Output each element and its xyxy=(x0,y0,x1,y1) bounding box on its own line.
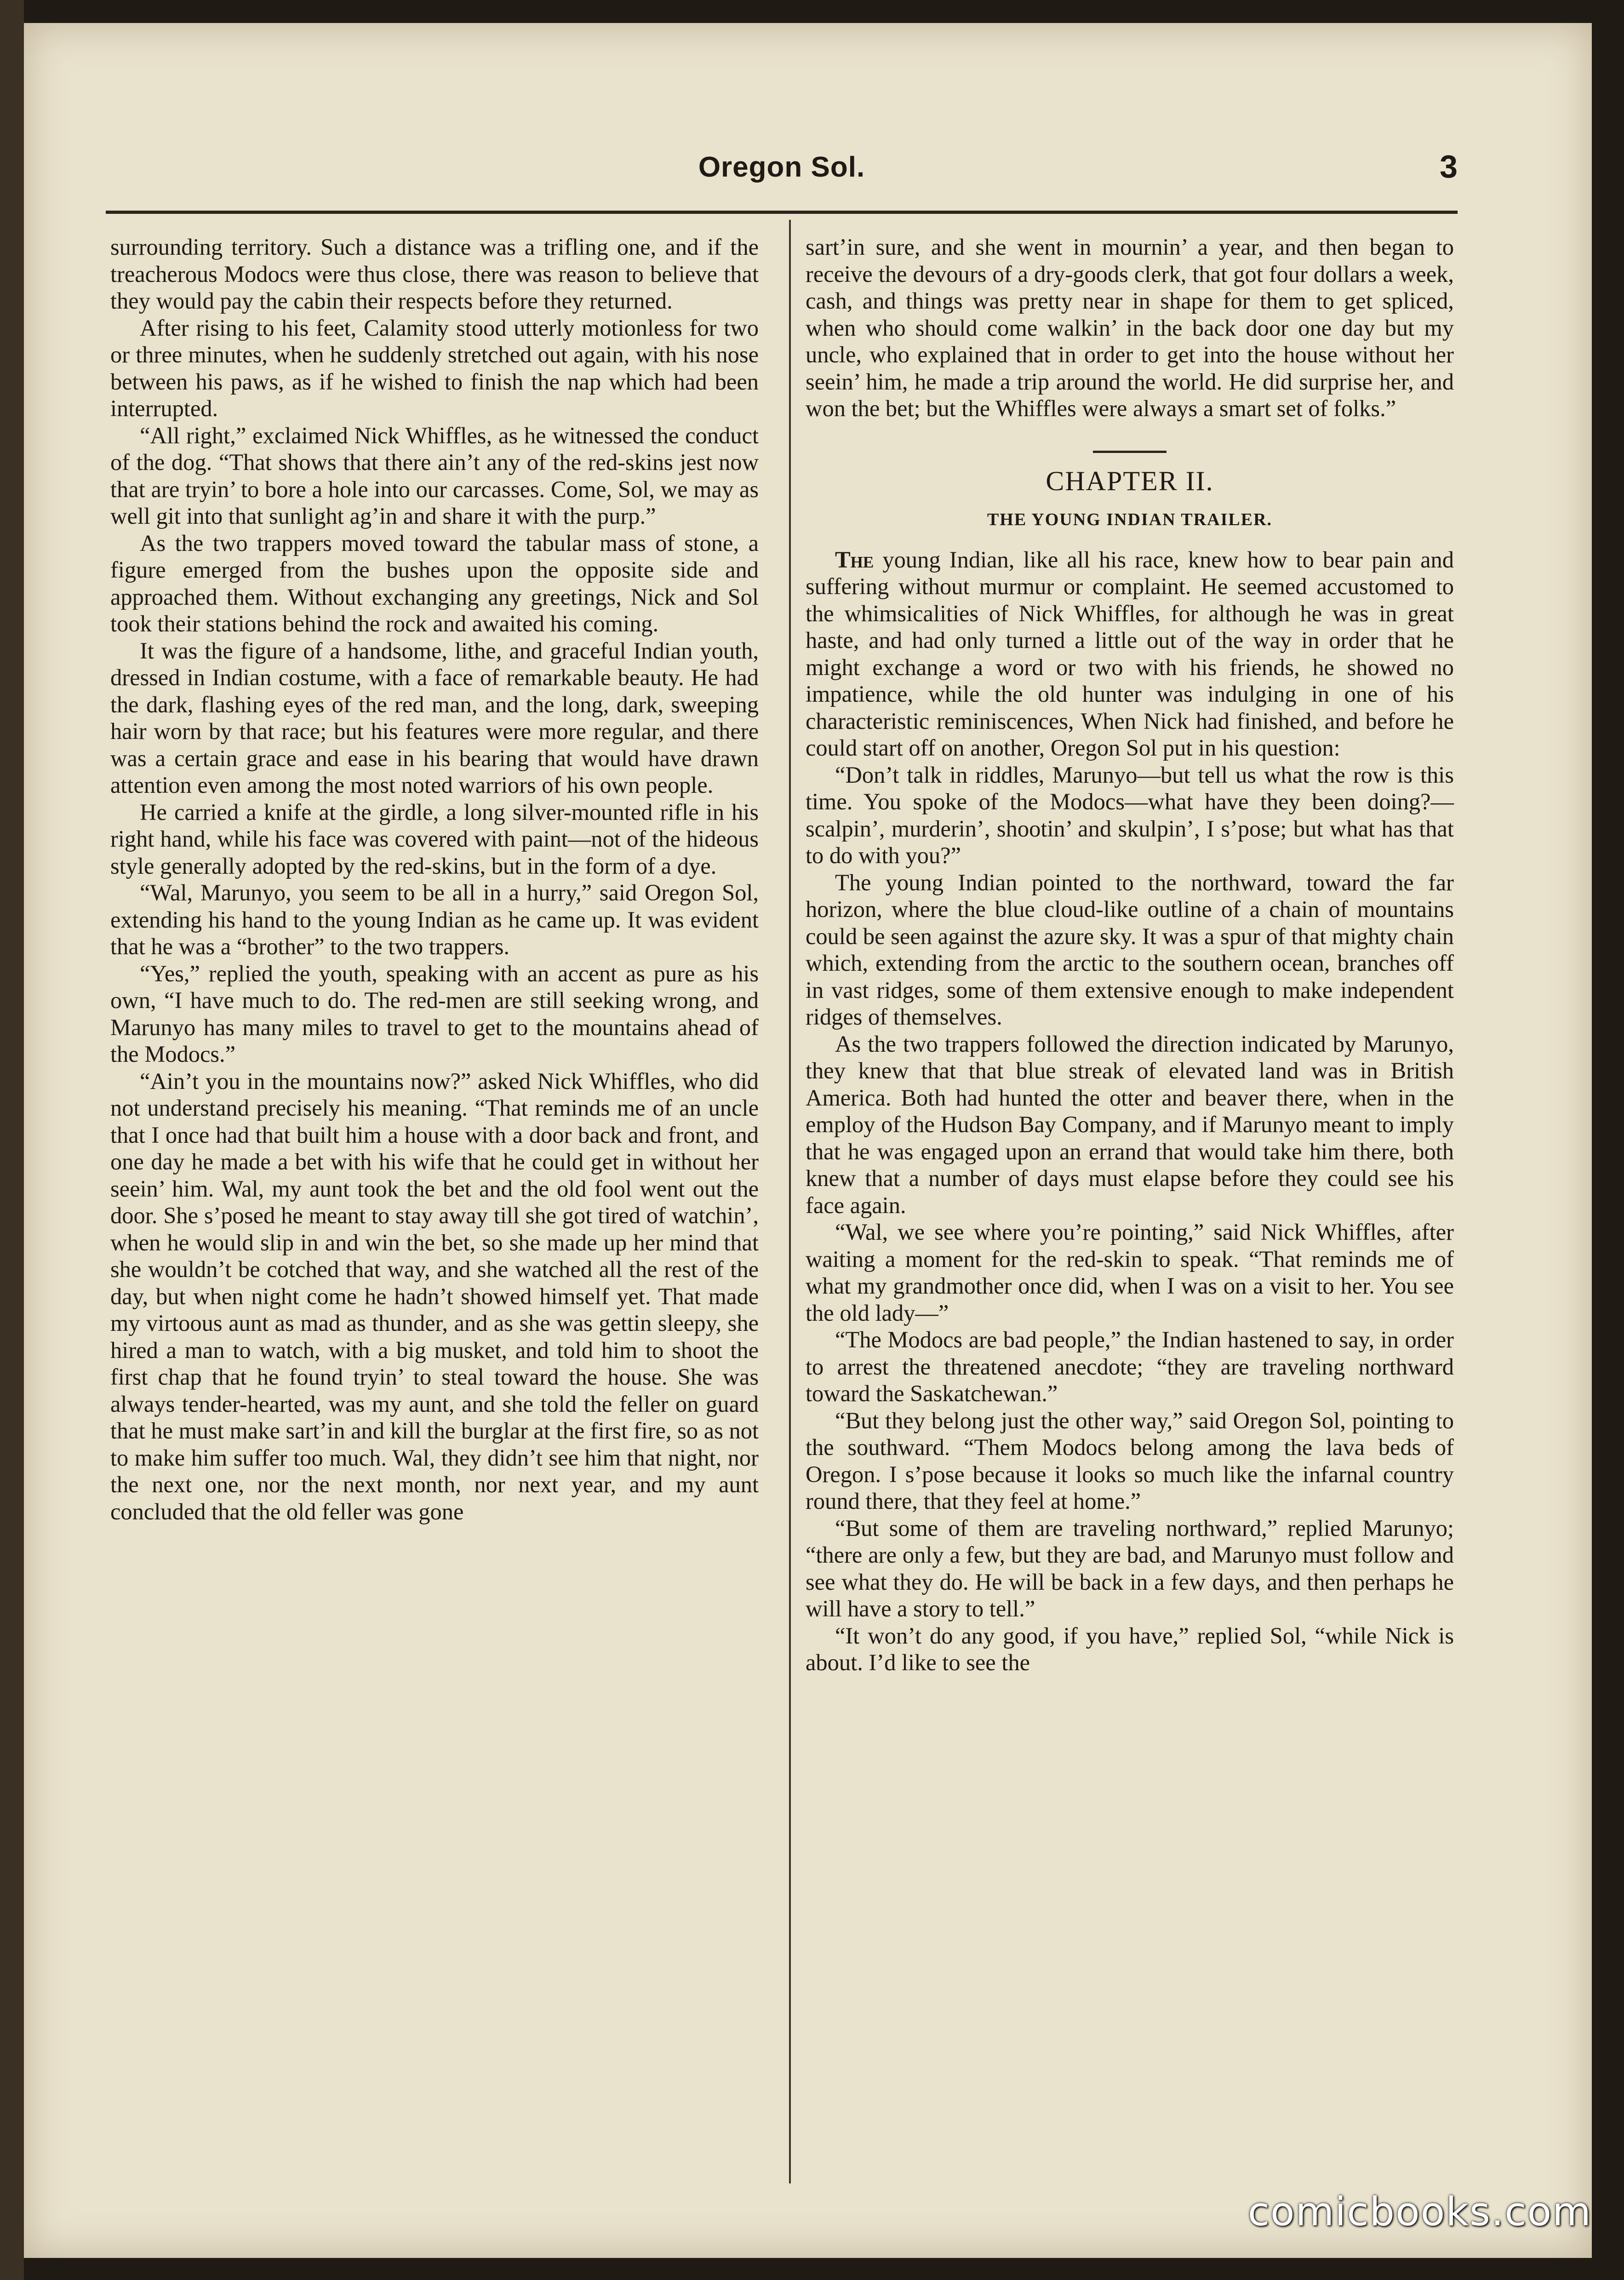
paragraph: As the two trappers followed the direction indicated by Marunyo, they knew that that blue streak of elevated land was in British America. Both had hunted the otter and beaver there, when in the employ of the Hudson Bay Company, and if Marunyo meant to imply that he was engaged upon an errand that would take him there, both knew that a number of days must elapse before they could see his face again. xyxy=(806,1031,1454,1218)
paragraph: “Don’t talk in riddles, Marunyo—but tell us what the row is this time. You spoke of the Modocs—what have they been doing?—scalpin’, murderin’, shootin’ and skulpin’, I s’pose; but what has that to do with you?” xyxy=(806,762,1454,868)
chapter-title: CHAPTER II. xyxy=(1046,465,1214,496)
page-binding-edge xyxy=(0,0,24,2280)
right-column xyxy=(806,234,1454,1676)
paragraph: “Ain’t you in the mountains now?” asked Nick Whiffles, who did not understand precisely his meaning. “That reminds me of an uncle that I once had that built him a house with a door back and front, and one day he made a bet with his wife that he could get in without her seein’ him. Wal, my aunt took the bet and the old fool went out the door. She s’posed he meant to stay away till she got tired of watchin’, when he would slip in and win the bet, so she made up her mind that she wouldn’t be cotched that way, and she watched all the rest of the day, but when night come he hadn’t showed himself yet. That made my virtoous aunt as mad as thunder, and as she was gettin sleepy, she hired a man to watch, with a big musket, and told him to shoot the first chap that he found tryin’ to steal toward the house. She was always tender-hearted, was my aunt, and she told the feller on guard that he must make sart’in and kill the burglar at the first fire, so as not to make him suffer too much. Wal, they didn’t see him that night, nor the next one, nor the next month, nor next year, and my aunt concluded that the old feller was gone xyxy=(110,1068,759,1524)
column-divider xyxy=(789,220,791,2183)
paragraph: “Wal, we see where you’re pointing,” said Nick Whiffles, after waiting a moment for the red-skin to speak. “That reminds me of what my grandmother once did, when I was on a visit to her. You see the old lady—” xyxy=(806,1219,1454,1326)
page-number: 3 xyxy=(1440,149,1458,184)
paragraph: As the two trappers moved toward the tabular mass of stone, a figure emerged from the bushes upon the opposite side and approached them. Without exchanging any greetings, Nick and Sol took their stations behind the rock and awaited his coming. xyxy=(110,530,759,636)
paragraph: “But some of them are traveling northward,” replied Marunyo; “there are only a few, but they are bad, and Marunyo must follow and see what they do. He will be back in a few days, and then perhaps he will have a story to tell.” xyxy=(806,1515,1454,1621)
paragraph: It was the figure of a handsome, lithe, and graceful Indian youth, dressed in Indian costume, with a face of remarkable beauty. He had the dark, flashing eyes of the red man, and the long, dark, sweeping hair worn by that race; but his features were more regular, and there was a certain grace and ease in his bearing that would have drawn attention even among the most noted warriors of his own people. xyxy=(110,637,759,798)
watermark: comicbooks.com xyxy=(1247,2189,1592,2235)
left-column xyxy=(110,234,759,1525)
header-rule xyxy=(106,211,1458,214)
paragraph: “All right,” exclaimed Nick Whiffles, as he witnessed the conduct of the dog. “That shows that there ain’t any of the red-skins jest now that are tryin’ to bore a hole into our carcasses. Come, Sol, we may as well git into that sunlight ag’in and share it with the purp.” xyxy=(110,422,759,529)
paragraph: “The Modocs are bad people,” the Indian hastened to say, in order to arrest the threatened anecdote; “they are traveling northward toward the Saskatchewan.” xyxy=(806,1327,1454,1406)
paragraph: He carried a knife at the girdle, a long silver-mounted rifle in his right hand, while his face was covered with paint—not of the hideous style generally adopted by the red-skins, but in the form of a dye. xyxy=(110,799,759,879)
paragraph: The young Indian pointed to the northward, toward the far horizon, where the blue cloud-like outline of a chain of mountains could be seen against the azure sky. It was a spur of that mighty chain which, extending from the arctic to the southern ocean, branches off in vast ridges, some of them extensive enough to make independent ridges of themselves. xyxy=(806,869,1454,1030)
paragraph: surrounding territory. Such a distance was a trifling one, and if the treacherous Modocs were thus close, there was reason to believe that they would pay the cabin their respects before they returned. xyxy=(110,234,759,314)
page-header xyxy=(106,146,1458,197)
opening-word: The xyxy=(835,546,874,573)
chapter-rule xyxy=(1093,451,1167,453)
paragraph: After rising to his feet, Calamity stood utterly motionless for two or three minutes, when he suddenly stretched out again, with his nose between his paws, as if he wished to finish the nap which had been interrupted. xyxy=(110,315,759,421)
paragraph: sart’in sure, and she went in mournin’ a year, and then began to receive the devours of a dry-goods clerk, that got four dollars a week, cash, and things was pretty near in shape for them to get spliced, when who should come walkin’ in the back door one day but my uncle, who explained that in order to get into the house without her seein’ him, he made a trip around the world. He did surprise her, and won the bet; but the Whiffles were always a smart set of folks.” xyxy=(806,234,1454,421)
paragraph: “It won’t do any good, if you have,” replied Sol, “while Nick is about. I’d like to see the xyxy=(806,1622,1454,1675)
opening-paragraph-text: young Indian, like all his race, knew how to bear pain and suffering without murmur or complaint. He seemed accustomed to the whimsicalities of Nick Whiffles, for although he was in great haste, and had only turned a little out of the way in order that he might exchange a word or two with his friends, he showed no impatience, while the old hunter was indulging in one of his characteristic reminiscences, When Nick had finished, and before he could start off on another, Oregon Sol put in his question: xyxy=(806,546,1454,761)
page-title: Oregon Sol. xyxy=(698,151,865,183)
paragraph: “Wal, Marunyo, you seem to be all in a hurry,” said Oregon Sol, extending his hand to the young Indian as he came up. It was evident that he was a “brother” to the two trappers. xyxy=(110,880,759,959)
chapter-subtitle: THE YOUNG INDIAN TRAILER. xyxy=(987,510,1273,529)
paragraph: “Yes,” replied the youth, speaking with an accent as pure as his own, “I have much to do. The red-men are still seeking wrong, and Marunyo has many miles to travel to get to the mountains ahead of the Modocs.” xyxy=(110,960,759,1067)
paragraph: “But they belong just the other way,” said Oregon Sol, pointing to the southward. “Them Modocs belong among the lava beds of Oregon. I s’pose because it looks so much like the infarnal country round there, that they feel at home.” xyxy=(806,1407,1454,1514)
chapter-opening-paragraph xyxy=(806,546,1454,762)
